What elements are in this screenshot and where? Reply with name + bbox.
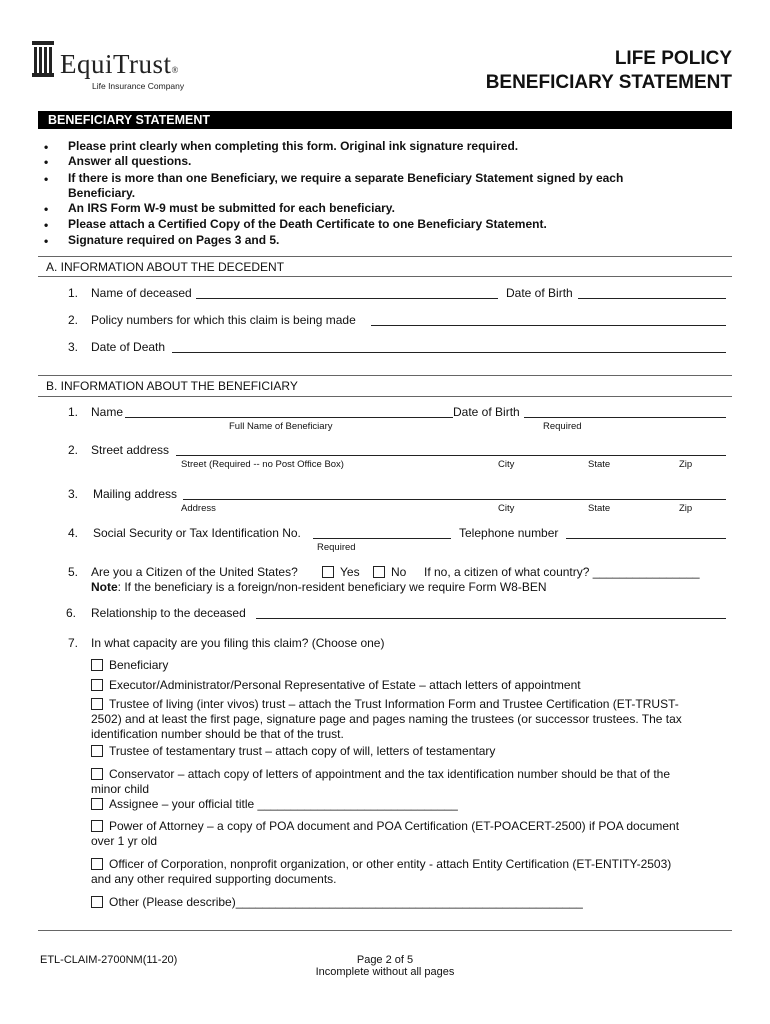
field-hint: Full Name of Beneficiary xyxy=(229,421,333,432)
checkbox[interactable] xyxy=(91,679,103,691)
question-number: 3. xyxy=(68,340,79,354)
beneficiary-name-field[interactable] xyxy=(125,417,453,418)
mailing-address-field[interactable] xyxy=(183,499,726,500)
option-corporation-officer-cont: and any other required supporting documents. xyxy=(91,872,337,886)
date-of-death-label: Date of Death xyxy=(91,340,166,354)
section-a-heading: A. INFORMATION ABOUT THE DECEDENT xyxy=(46,260,285,274)
bullet-icon: • xyxy=(44,155,49,169)
option-testamentary-trust[interactable]: Trustee of testamentary trust – attach copy of will, letters of testamentary xyxy=(91,744,495,758)
option-conservator-cont: minor child xyxy=(91,782,150,796)
instruction-item: Answer all questions. xyxy=(68,154,192,168)
instruction-item: Signature required on Pages 3 and 5. xyxy=(68,233,280,247)
street-address-label: Street address xyxy=(91,443,170,457)
option-living-trust-cont: 2502) and at least the first page, signature page and pages naming the trustees (or successor trustees. The tax xyxy=(91,712,682,726)
relationship-label: Relationship to the deceased xyxy=(91,606,246,620)
mailing-address-label: Mailing address xyxy=(93,487,178,501)
field-hint: Required xyxy=(543,421,582,432)
option-living-trust-cont: identification number should be that of the trust. xyxy=(91,727,344,741)
instruction-item: Beneficiary. xyxy=(68,186,136,200)
question-number: 5. xyxy=(68,565,79,579)
option-beneficiary[interactable]: Beneficiary xyxy=(91,658,168,672)
checkbox[interactable] xyxy=(91,768,103,780)
bullet-icon: • xyxy=(44,202,49,216)
ssn-field[interactable] xyxy=(313,538,451,539)
policy-numbers-field[interactable] xyxy=(371,325,726,326)
deceased-name-label: Name of deceased xyxy=(91,286,192,300)
footer-note: Incomplete without all pages xyxy=(315,966,455,978)
bullet-icon: • xyxy=(44,140,49,154)
question-number: 1. xyxy=(68,405,79,419)
field-hint: Street (Required -- no Post Office Box) xyxy=(181,459,344,470)
footer-divider xyxy=(38,930,732,931)
citizen-question-label: Are you a Citizen of the United States? xyxy=(91,565,298,579)
deceased-name-field[interactable] xyxy=(196,298,498,299)
field-hint: State xyxy=(588,503,611,514)
option-assignee[interactable]: Assignee – your official title ______________________________ xyxy=(91,797,458,811)
field-hint: Required xyxy=(317,542,356,553)
page-title-line1: LIFE POLICY xyxy=(614,48,732,69)
question-number: 2. xyxy=(68,443,79,457)
divider xyxy=(38,256,732,257)
option-executor[interactable]: Executor/Administrator/Personal Representative of Estate – attach letters of appointment xyxy=(91,678,581,692)
instruction-item: If there is more than one Beneficiary, we require a separate Beneficiary Statement signed by each xyxy=(68,171,624,185)
relationship-field[interactable] xyxy=(256,618,726,619)
yes-checkbox[interactable] xyxy=(322,566,334,578)
bullet-icon: • xyxy=(44,172,49,186)
question-number: 7. xyxy=(68,636,79,650)
page-number: Page 2 of 5 xyxy=(356,954,414,966)
bullet-icon: • xyxy=(44,234,49,248)
policy-numbers-label: Policy numbers for which this claim is being made xyxy=(91,313,356,327)
field-hint: State xyxy=(588,459,611,470)
deceased-dob-label: Date of Birth xyxy=(506,286,573,300)
question-number: 1. xyxy=(68,286,79,300)
bullet-icon: • xyxy=(44,218,49,232)
option-conservator[interactable]: Conservator – attach copy of letters of appointment and the tax identification number should be that of the xyxy=(91,767,670,781)
section-bar: BENEFICIARY STATEMENT xyxy=(38,111,732,129)
logo-name: EquiTrust® xyxy=(60,49,179,79)
form-id: ETL-CLAIM-2700NM(11-20) xyxy=(40,954,178,966)
field-hint: Zip xyxy=(679,459,693,470)
capacity-question-label: In what capacity are you filing this claim? (Choose one) xyxy=(91,636,385,650)
ssn-label: Social Security or Tax Identification No. xyxy=(93,526,301,540)
citizen-no-option[interactable]: No xyxy=(373,565,406,579)
instruction-item: Please attach a Certified Copy of the Death Certificate to one Beneficiary Statement. xyxy=(68,217,547,231)
citizen-yes-option[interactable]: Yes xyxy=(322,565,360,579)
deceased-dob-field[interactable] xyxy=(578,298,726,299)
checkbox[interactable] xyxy=(91,858,103,870)
beneficiary-dob-field[interactable] xyxy=(524,417,726,418)
checkbox[interactable] xyxy=(91,896,103,908)
option-power-of-attorney[interactable]: Power of Attorney – a copy of POA document and POA Certification (ET-POACERT-2500) if POA document xyxy=(91,819,679,833)
section-b-heading: B. INFORMATION ABOUT THE BENEFICIARY xyxy=(46,379,298,393)
option-other[interactable]: Other (Please describe)____________________________________________________ xyxy=(91,895,583,909)
instruction-item: Please print clearly when completing this form. Original ink signature required. xyxy=(68,139,519,153)
citizen-country-label: If no, a citizen of what country? ________________ xyxy=(424,565,700,579)
question-number: 2. xyxy=(68,313,79,327)
field-hint: City xyxy=(498,503,515,514)
instruction-item: An IRS Form W-9 must be submitted for each beneficiary. xyxy=(68,201,395,215)
field-hint: Zip xyxy=(679,503,693,514)
beneficiary-name-label: Name xyxy=(91,405,124,419)
checkbox[interactable] xyxy=(91,698,103,710)
divider xyxy=(38,396,732,397)
citizen-note: Note: If the beneficiary is a foreign/non-resident beneficiary we require Form W8-BEN xyxy=(91,580,547,594)
question-number: 3. xyxy=(68,487,79,501)
telephone-label: Telephone number xyxy=(459,526,559,540)
no-checkbox[interactable] xyxy=(373,566,385,578)
beneficiary-dob-label: Date of Birth xyxy=(453,405,520,419)
option-power-of-attorney-cont: over 1 yr old xyxy=(91,834,158,848)
equitrust-logo-icon xyxy=(32,41,54,77)
question-number: 6. xyxy=(66,606,77,620)
page-title-line2: BENEFICIARY STATEMENT xyxy=(485,72,732,93)
field-hint: Address xyxy=(181,503,216,514)
checkbox[interactable] xyxy=(91,745,103,757)
option-living-trust[interactable]: Trustee of living (inter vivos) trust – attach the Trust Information Form and Trustee Certification (ET-TRUST- xyxy=(91,697,679,711)
logo-subtitle: Life Insurance Company xyxy=(92,81,185,91)
street-address-field[interactable] xyxy=(176,455,726,456)
checkbox[interactable] xyxy=(91,820,103,832)
checkbox[interactable] xyxy=(91,659,103,671)
divider xyxy=(38,276,732,277)
divider xyxy=(38,375,732,376)
option-corporation-officer[interactable]: Officer of Corporation, nonprofit organization, or other entity - attach Entity Certification (ET-ENTITY-2503) xyxy=(91,857,671,871)
checkbox[interactable] xyxy=(91,798,103,810)
field-hint: City xyxy=(498,459,515,470)
date-of-death-field[interactable] xyxy=(172,352,726,353)
question-number: 4. xyxy=(68,526,79,540)
telephone-field[interactable] xyxy=(566,538,726,539)
